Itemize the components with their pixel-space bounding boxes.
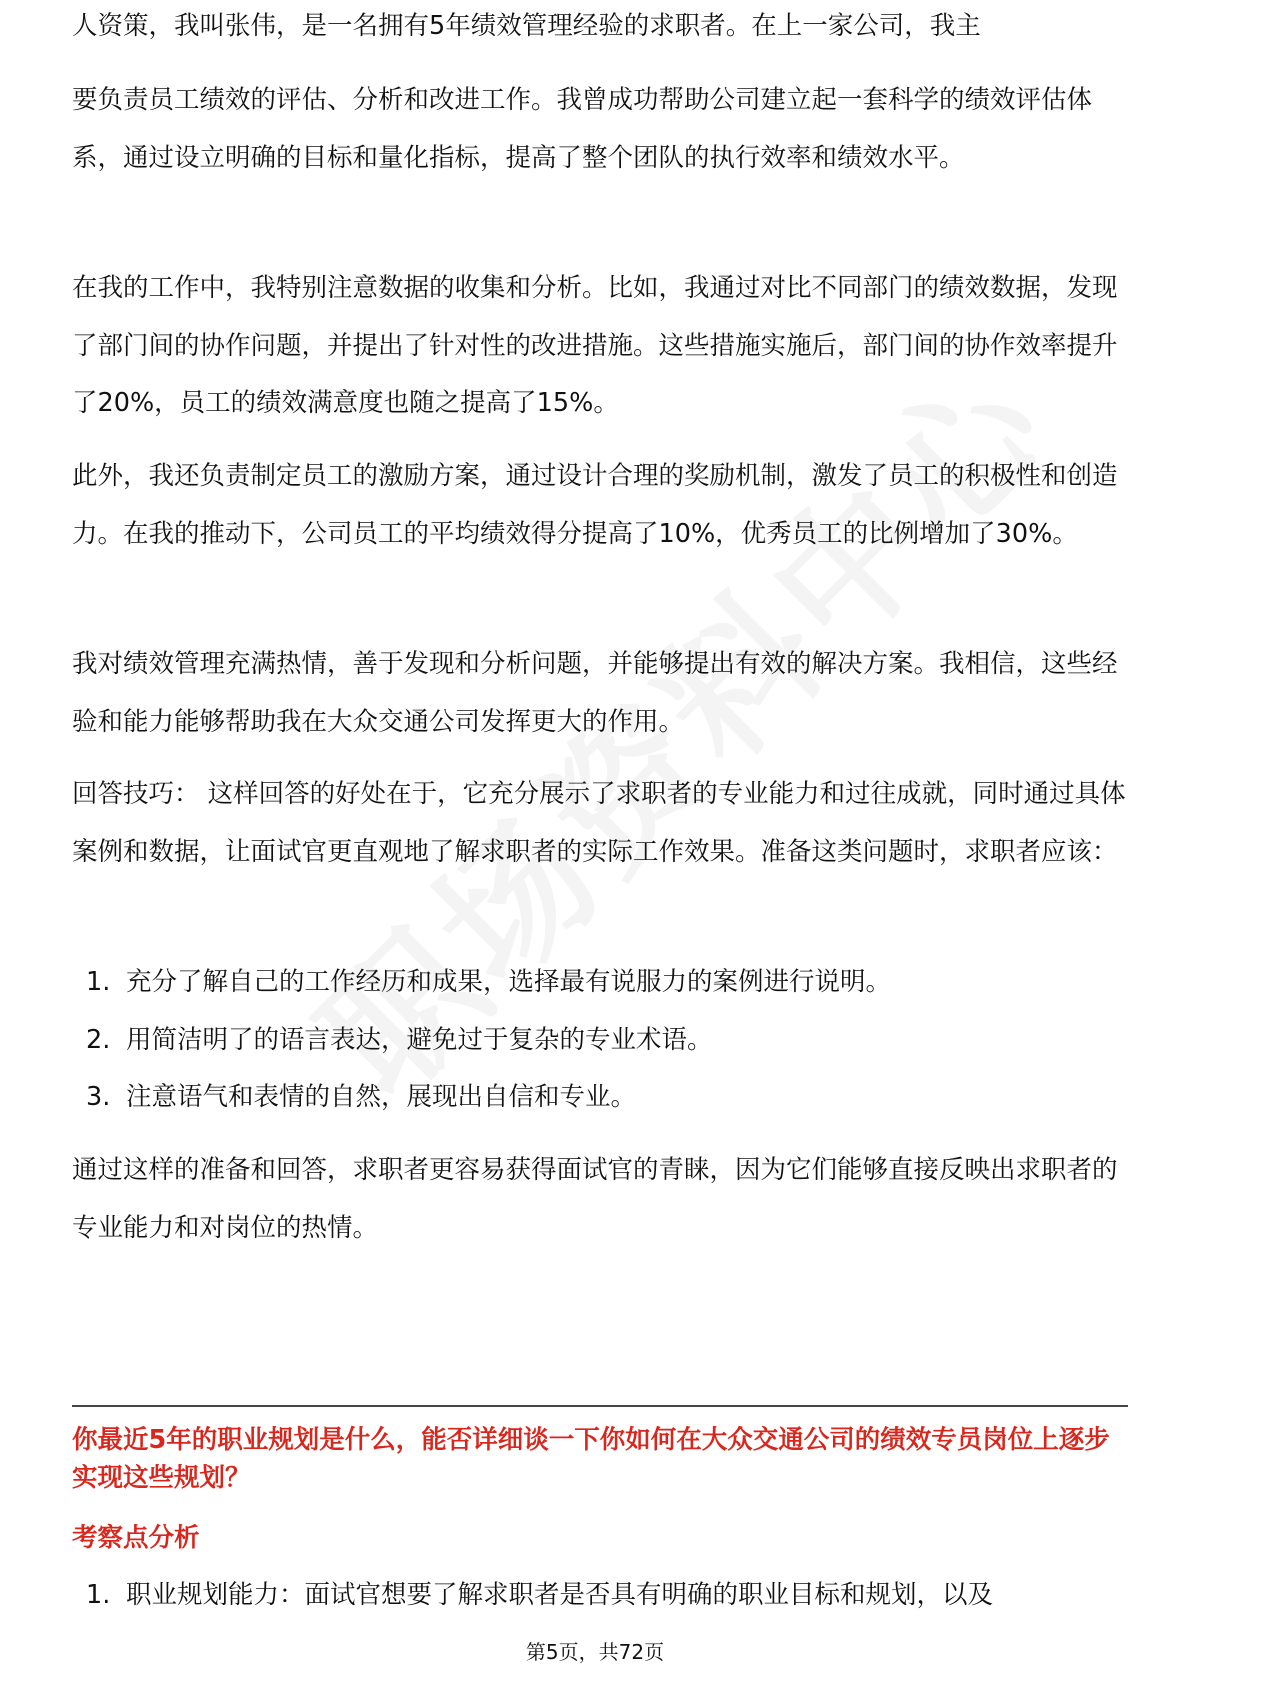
list-text: 注意语气和表情的自然，展现出自信和专业。 (126, 1082, 637, 1112)
analysis-heading: 考察点分析 (72, 1523, 200, 1553)
section-divider (72, 1405, 1128, 1407)
list-item (86, 1567, 1126, 1625)
list-number: 3. (86, 1082, 111, 1112)
list-text: 充分了解自己的工作经历和成果，选择最有说服力的案例进行说明。 (126, 967, 892, 997)
cut-off-line (72, 11, 1128, 70)
list-number: 2. (86, 1024, 111, 1055)
question-heading: 你最近5年的职业规划是什么，能否详细谈一下你如何在大众交通公司的绩效专员岗位上逐步实现这些规划？ (72, 1425, 1110, 1493)
paragraph-experience: 要负责员工绩效的评估、分析和改进工作。我曾成功帮助公司建立起一套科学的绩效评估体系，通过设立明确的目标和量化指标，提高了整个团队的执行效率和绩效水平。 (72, 85, 1093, 173)
list-item (86, 1012, 1126, 1070)
page-number: 第5页，共72页 (525, 1640, 665, 1664)
paragraph-conclusion: 通过这样的准备和回答，求职者更容易获得面试官的青睐，因为它们能够直接反映出求职者的专业能力和对岗位的热情。 (72, 1155, 1118, 1243)
list-item (86, 1069, 1126, 1127)
list-text: 职业规划能力：面试官想要了解求职者是否具有明确的职业目标和规划，以及 (126, 1580, 994, 1610)
paragraph-incentives: 此外，我还负责制定员工的激励方案，通过设计合理的奖励机制，激发了员工的积极性和创造力。在我的推动下，公司员工的平均绩效得分提高了10%，优秀员工的比例增加了30%。 (72, 461, 1118, 549)
paragraph-data-analysis: 在我的工作中，我特别注意数据的收集和分析。比如，我通过对比不同部门的绩效数据，发现了部门间的协作问题，并提出了针对性的改进措施。这些措施实施后，部门间的协作效率提升了20%，员工的绩效满意度也随之提高了15%。 (72, 273, 1118, 418)
tips-list (86, 954, 1126, 1127)
list-number: 1. (86, 1580, 111, 1610)
paragraph-answer-tips: 回答技巧： 这样回答的好处在于，它充分展示了求职者的专业能力和过往成就，同时通过具体案例和数据，让面试官更直观地了解求职者的实际工作效果。准备这类问题时，求职者应该： (72, 779, 1126, 867)
analysis-list (86, 1567, 1126, 1625)
list-text: 用简洁明了的语言表达，避免过于复杂的专业术语。 (126, 1024, 713, 1055)
list-item (86, 954, 1126, 1012)
paragraph-passion: 我对绩效管理充满热情，善于发现和分析问题，并能够提出有效的解决方案。我相信，这些经验和能力能够帮助我在大众交通公司发挥更大的作用。 (72, 649, 1118, 737)
cut-off-line-text: 人资策，我叫张伟，是一名拥有5年绩效管理经验的求职者。在上一家公司，我主 (72, 11, 981, 41)
list-number: 1. (86, 967, 111, 997)
